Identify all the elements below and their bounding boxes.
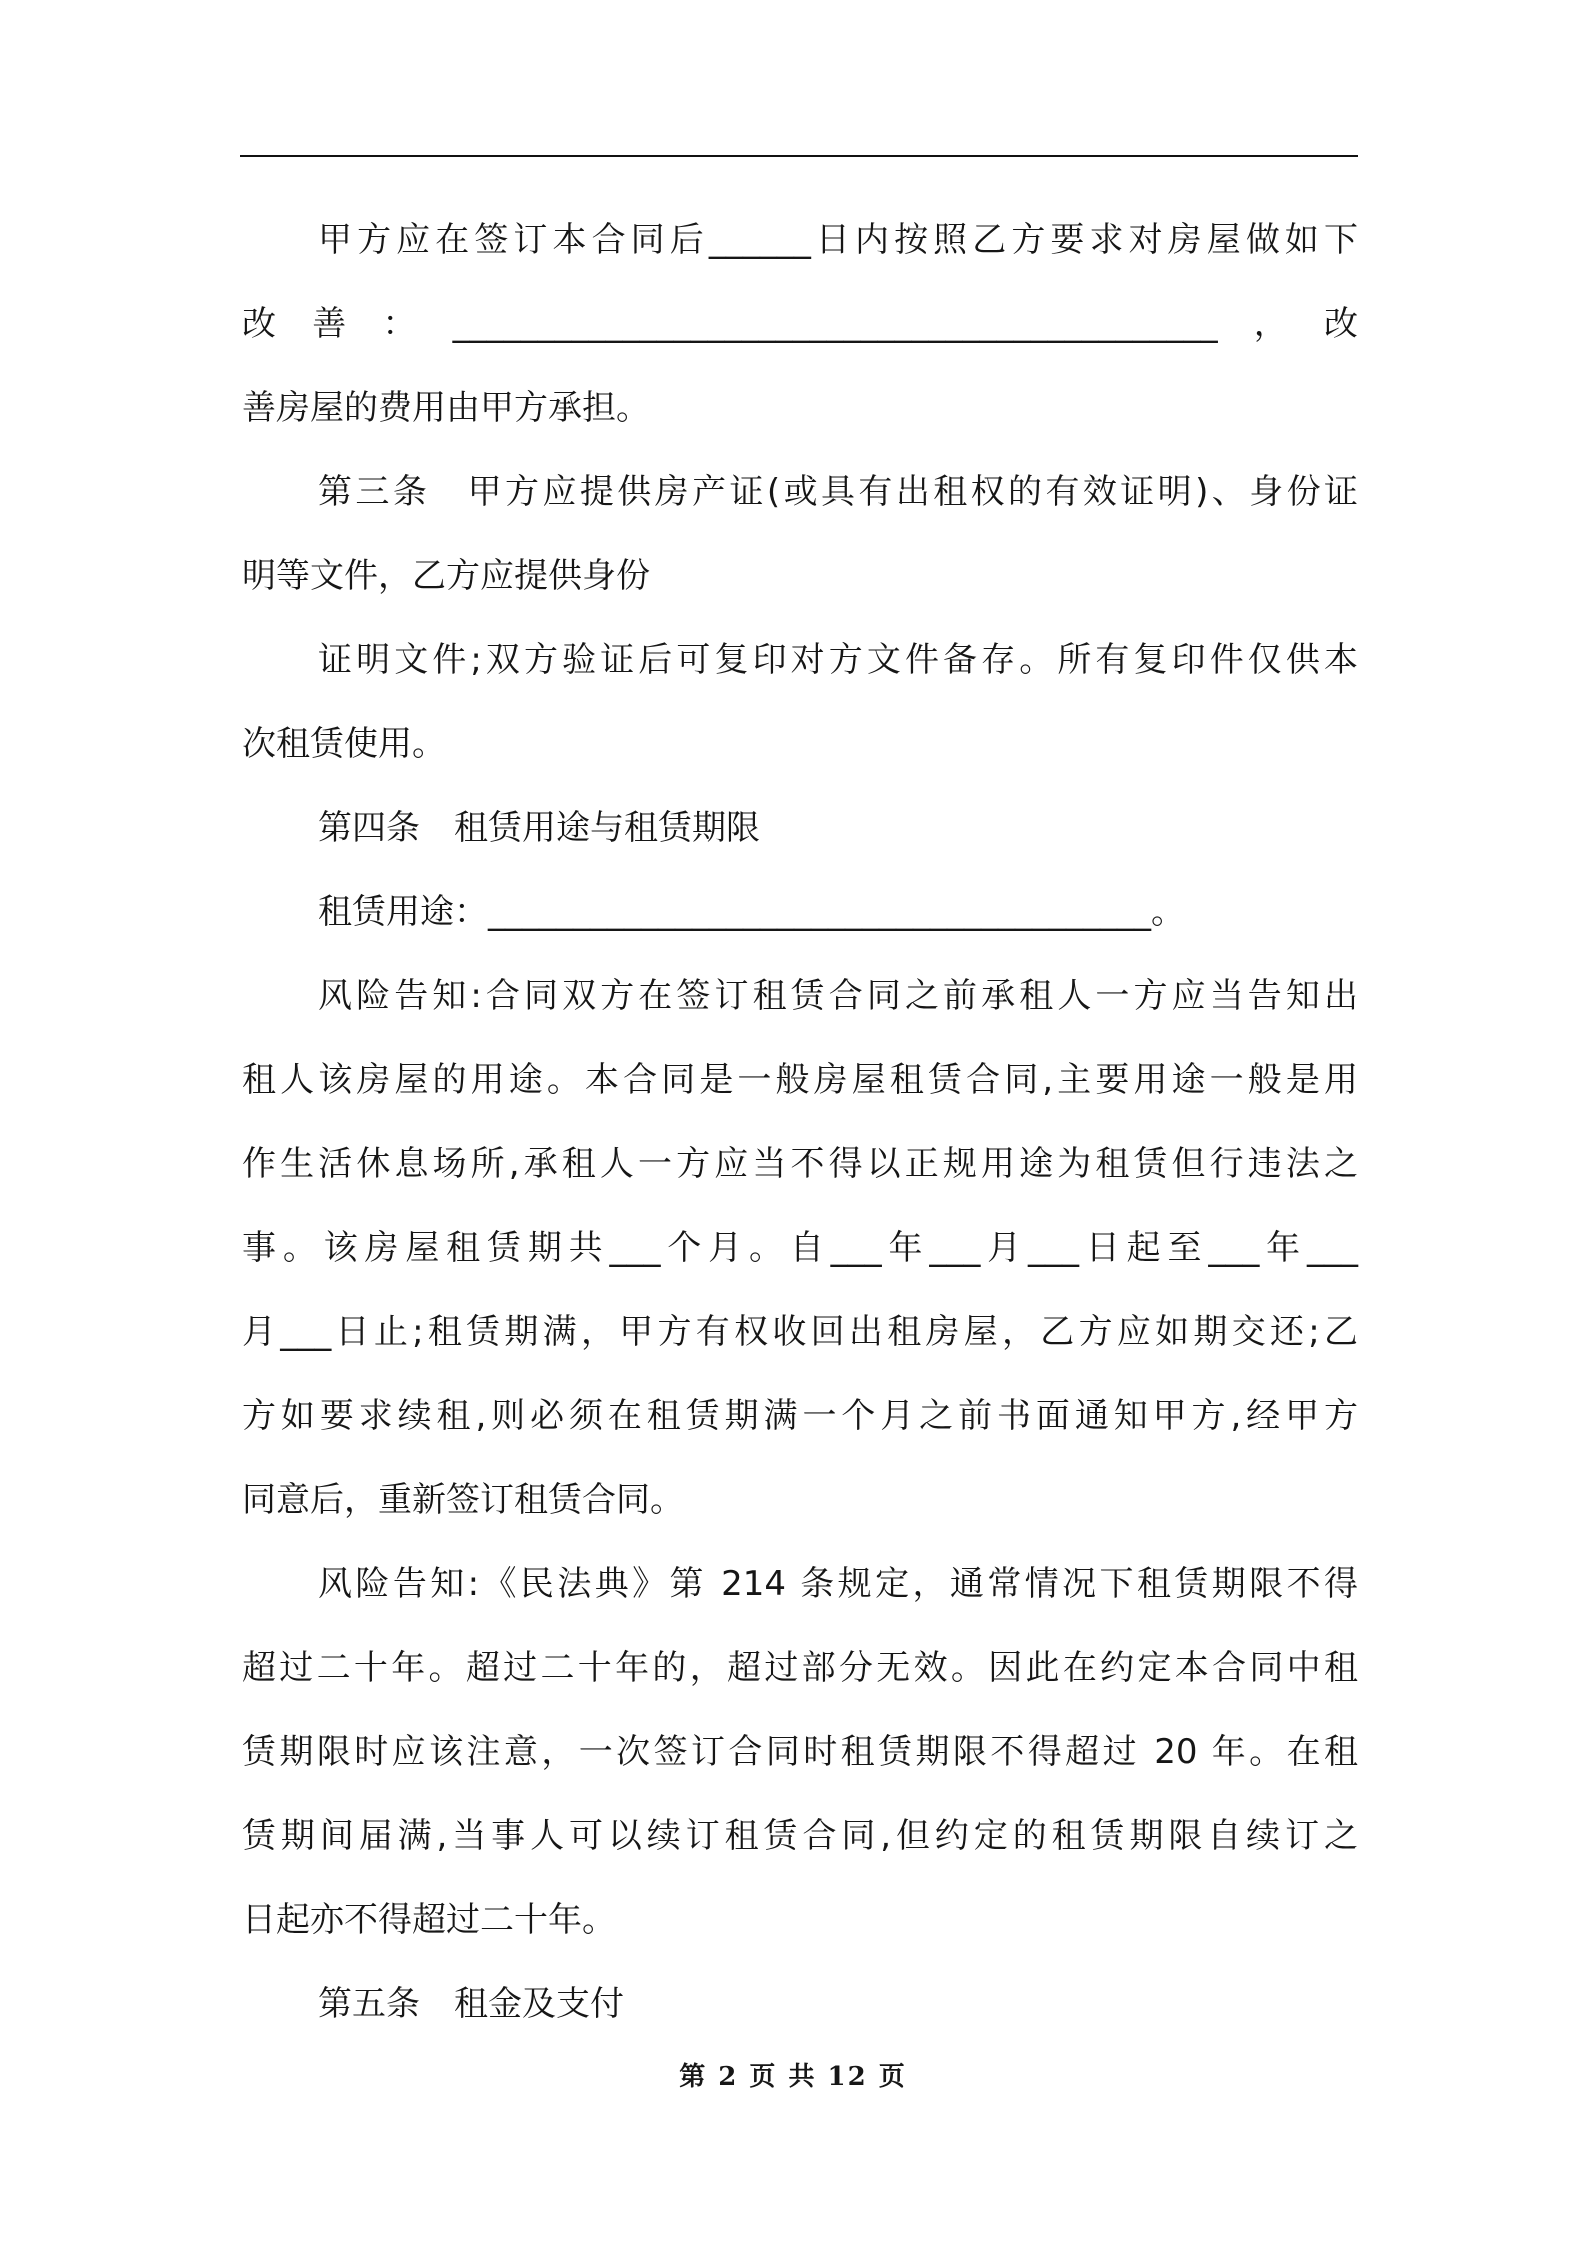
paragraph-line: 月___日止;租赁期满，甲方有权收回出租房屋，乙方应如期交还;乙 <box>242 1312 1358 1352</box>
paragraph-line: 改善：_____________________________________________，改 <box>242 304 1358 344</box>
paragraph-line: 明等文件，乙方应提供身份 <box>242 556 650 596</box>
article-5-heading: 第五条 租金及支付 <box>318 1984 624 2024</box>
paragraph-line: 善房屋的费用由甲方承担。 <box>242 388 650 428</box>
paragraph-line: 甲方应在签订本合同后______日内按照乙方要求对房屋做如下 <box>318 220 1358 260</box>
paragraph-line: 作生活休息场所,承租人一方应当不得以正规用途为租赁但行违法之 <box>242 1144 1358 1184</box>
paragraph-line: 事。该房屋租赁期共___个月。自___年___月___日起至___年___ <box>242 1228 1358 1268</box>
paragraph-line: 方如要求续租,则必须在租赁期满一个月之前书面通知甲方,经甲方 <box>242 1396 1358 1436</box>
article-3-line: 第三条 甲方应提供房产证(或具有出租权的有效证明)、身份证 <box>318 472 1358 512</box>
page-number-footer: 第 2 页 共 12 页 <box>679 2062 907 2092</box>
rental-purpose-line: 租赁用途：_______________________________________。 <box>318 892 1185 932</box>
paragraph-line: 日起亦不得超过二十年。 <box>242 1900 616 1940</box>
paragraph-line: 租人该房屋的用途。本合同是一般房屋租赁合同,主要用途一般是用 <box>242 1060 1358 1100</box>
header-rule <box>240 155 1358 157</box>
paragraph-line: 证明文件;双方验证后可复印对方文件备存。所有复印件仅供本 <box>318 640 1358 680</box>
paragraph-line: 超过二十年。超过二十年的，超过部分无效。因此在约定本合同中租 <box>242 1648 1358 1688</box>
article-4-heading: 第四条 租赁用途与租赁期限 <box>318 808 760 848</box>
paragraph-line: 赁期间届满,当事人可以续订租赁合同,但约定的租赁期限自续订之 <box>242 1816 1358 1856</box>
document-body <box>242 198 1358 2046</box>
risk-notice-line: 风险告知:合同双方在签订租赁合同之前承租人一方应当告知出 <box>318 976 1358 1016</box>
paragraph-line: 赁期限时应该注意，一次签订合同时租赁期限不得超过 20 年。在租 <box>242 1732 1358 1772</box>
paragraph-line: 次租赁使用。 <box>242 724 446 764</box>
paragraph-line: 同意后，重新签订租赁合同。 <box>242 1480 684 1520</box>
risk-notice-line: 风险告知:《民法典》第 214 条规定，通常情况下租赁期限不得 <box>318 1564 1358 1604</box>
